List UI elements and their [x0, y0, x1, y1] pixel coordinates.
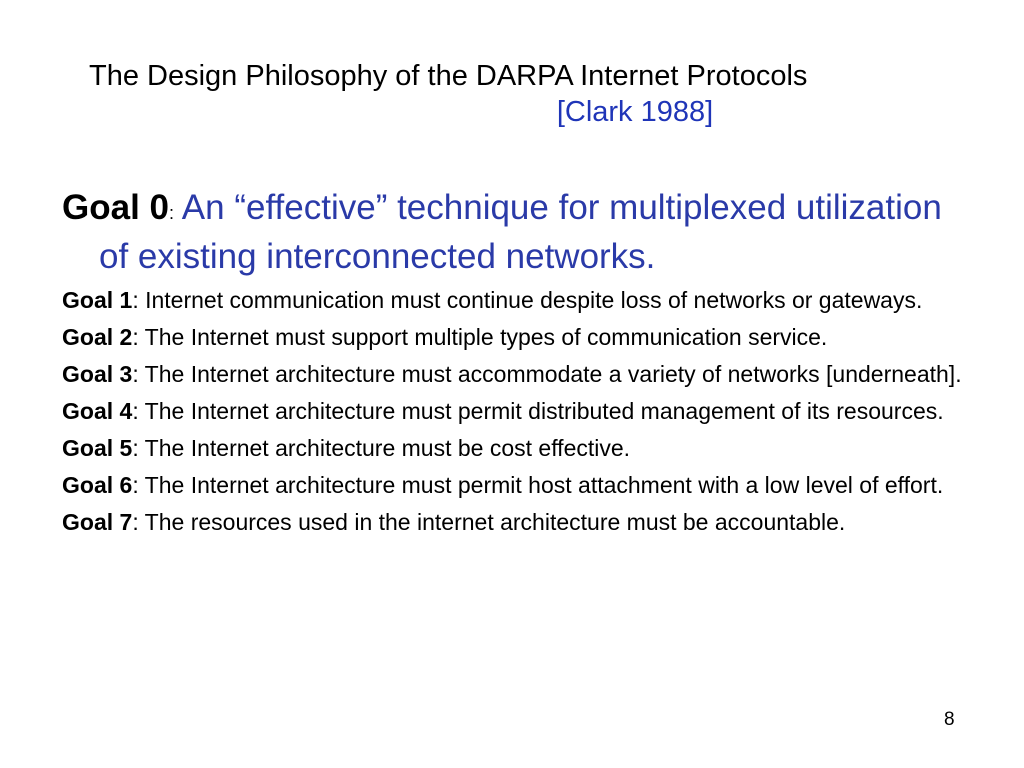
goal-3-text: : The Internet architecture must accommodate a variety of networks [underneath].	[132, 361, 962, 387]
goal-5	[62, 433, 962, 463]
goal-0	[62, 186, 962, 279]
goal-2-label: Goal 2	[62, 324, 133, 350]
slide-title	[80, 58, 950, 130]
goal-3	[62, 359, 962, 389]
title-main: The Design Philosophy of the DARPA Internet Protocols	[89, 60, 808, 92]
goal-1-label: Goal 1	[62, 287, 133, 313]
goal-6-text: : The Internet architecture must permit host attachment with a low level of effort.	[132, 472, 944, 498]
goal-0-colon: :	[168, 203, 174, 223]
goal-3-label: Goal 3	[62, 361, 133, 387]
goal-7-text: : The resources used in the internet architecture must be accountable.	[132, 509, 846, 535]
goal-2	[62, 322, 962, 352]
goal-0-label: Goal 0	[62, 188, 169, 227]
goal-1-text: : Internet communication must continue despite loss of networks or gateways.	[132, 287, 923, 313]
goal-6-label: Goal 6	[62, 472, 133, 498]
goal-6	[62, 470, 962, 500]
goal-4-text: : The Internet architecture must permit distributed management of its resources.	[132, 398, 944, 424]
goal-5-text: : The Internet architecture must be cost effective.	[132, 435, 631, 461]
goal-0-text: An “effective” technique for multiplexed utilization of existing interconnected networks.	[99, 188, 942, 276]
goals-list	[62, 186, 962, 544]
goal-7	[62, 507, 962, 537]
goal-7-label: Goal 7	[62, 509, 133, 535]
goal-1	[62, 285, 962, 315]
goal-4	[62, 396, 962, 426]
page-number: 8	[944, 709, 955, 730]
goal-4-label: Goal 4	[62, 398, 133, 424]
goal-5-label: Goal 5	[62, 435, 133, 461]
title-citation: [Clark 1988]	[556, 96, 714, 128]
goal-2-text: : The Internet must support multiple types of communication service.	[132, 324, 828, 350]
